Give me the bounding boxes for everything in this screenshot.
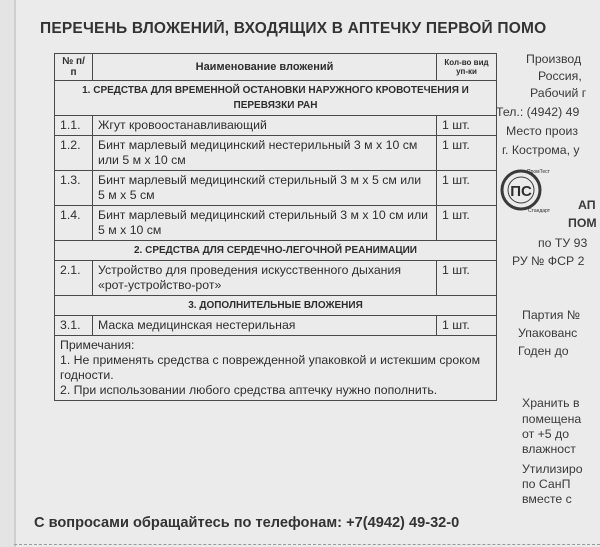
row-qty: 1 шт. [437, 316, 497, 336]
note-item: 2. При использовании любого средства аптечку нужно пополнить. [60, 383, 438, 397]
table-row [55, 171, 497, 206]
production-city: г. Кострома, у [502, 143, 580, 157]
header-qty: Кол-во вид уп-ки [437, 54, 497, 81]
disposal-line: Утилизиро [522, 462, 583, 476]
row-qty: 1 шт. [437, 136, 497, 171]
notes-row [55, 336, 497, 401]
manufacturer-phone: Тел.: (4942) 49 [496, 105, 580, 119]
product-name-line1: АП [578, 198, 596, 212]
storage-line: помещена [522, 412, 582, 426]
notes-heading: Примечания: [60, 338, 135, 352]
section-row [55, 296, 497, 316]
tech-spec: по ТУ 93 [538, 236, 588, 250]
row-name: Бинт марлевый медицинский стерильный 3 м х 5 см или 5 м х 5 см [93, 171, 437, 206]
contact-footer: С вопросами обращайтесь по телефонам: +7(4942) 49-32-0 [34, 515, 460, 531]
row-qty: 1 шт. [437, 206, 497, 241]
section-row [55, 241, 497, 261]
storage-line: от +5 до [522, 427, 570, 441]
section-title: 1. СРЕДСТВА ДЛЯ ВРЕМЕННОЙ ОСТАНОВКИ НАРУЖНОГО КРОВОТЕЧЕНИЯ И ПЕРЕВЯЗКИ РАН [55, 81, 497, 116]
manufacturer-address: Рабочий г [530, 86, 587, 100]
storage-line: Хранить в [522, 396, 580, 410]
manufacturer-column [494, 50, 600, 520]
row-name: Жгут кровоостанавливающий [93, 116, 437, 136]
logo-mark: ПС [510, 183, 532, 200]
storage-line: влажност [522, 442, 576, 456]
batch-label: Партия № [522, 308, 581, 322]
note-item: 1. Не применять средства с поврежденной упаковкой и истекшим сроком годности. [60, 353, 481, 382]
certification-logo-icon [494, 166, 552, 214]
logo-top-text: ПромТест [527, 169, 550, 175]
table-row [55, 261, 497, 296]
table-header-row [55, 54, 497, 81]
row-num: 2.1. [55, 261, 93, 296]
row-num: 1.2. [55, 136, 93, 171]
manufacturer-country: Россия, [538, 69, 582, 83]
header-num: № п/п [55, 54, 93, 81]
notes-cell [55, 336, 497, 401]
registration-number: РУ № ФСР 2 [512, 254, 585, 268]
section-title: 2. СРЕДСТВА ДЛЯ СЕРДЕЧНО-ЛЕГОЧНОЙ РЕАНИМАЦИИ [55, 241, 497, 261]
package-label: Упакованс [518, 326, 578, 340]
row-name: Бинт марлевый медицинский стерильный 3 м х 10 см или 5 м х 10 см [93, 206, 437, 241]
row-qty: 1 шт. [437, 261, 497, 296]
table-row [55, 116, 497, 136]
row-num: 3.1. [55, 316, 93, 336]
table-row [55, 136, 497, 171]
row-qty: 1 шт. [437, 171, 497, 206]
row-num: 1.4. [55, 206, 93, 241]
row-num: 1.3. [55, 171, 93, 206]
logo-bottom-text: Стандарт [528, 208, 551, 214]
contents-table [54, 53, 497, 401]
row-name: Маска медицинская нестерильная [93, 316, 437, 336]
manufacturer-label: Производ [526, 52, 582, 66]
header-name: Наименование вложений [93, 54, 437, 81]
disposal-line: по СанП [522, 477, 571, 491]
row-name: Устройство для проведения искусственного дыхания «рот-устройство-рот» [93, 261, 437, 296]
disposal-line: вместе с [522, 492, 572, 506]
expiry-label: Годен до [518, 344, 569, 358]
table-row [55, 316, 497, 336]
row-qty: 1 шт. [437, 116, 497, 136]
production-place: Место произ [506, 124, 578, 138]
table-row [55, 206, 497, 241]
product-name-line2: ПОМ [568, 216, 597, 230]
section-row [55, 81, 497, 116]
row-name: Бинт марлевый медицинский нестерильный 3 м х 10 см или 5 м х 10 см [93, 136, 437, 171]
cut-line [14, 544, 600, 545]
document-title: ПЕРЕЧЕНЬ ВЛОЖЕНИЙ, ВХОДЯЩИХ В АПТЕЧКУ ПЕРВОЙ ПОМО [40, 20, 547, 37]
section-title: 3. ДОПОЛНИТЕЛЬНЫЕ ВЛОЖЕНИЯ [55, 296, 497, 316]
row-num: 1.1. [55, 116, 93, 136]
